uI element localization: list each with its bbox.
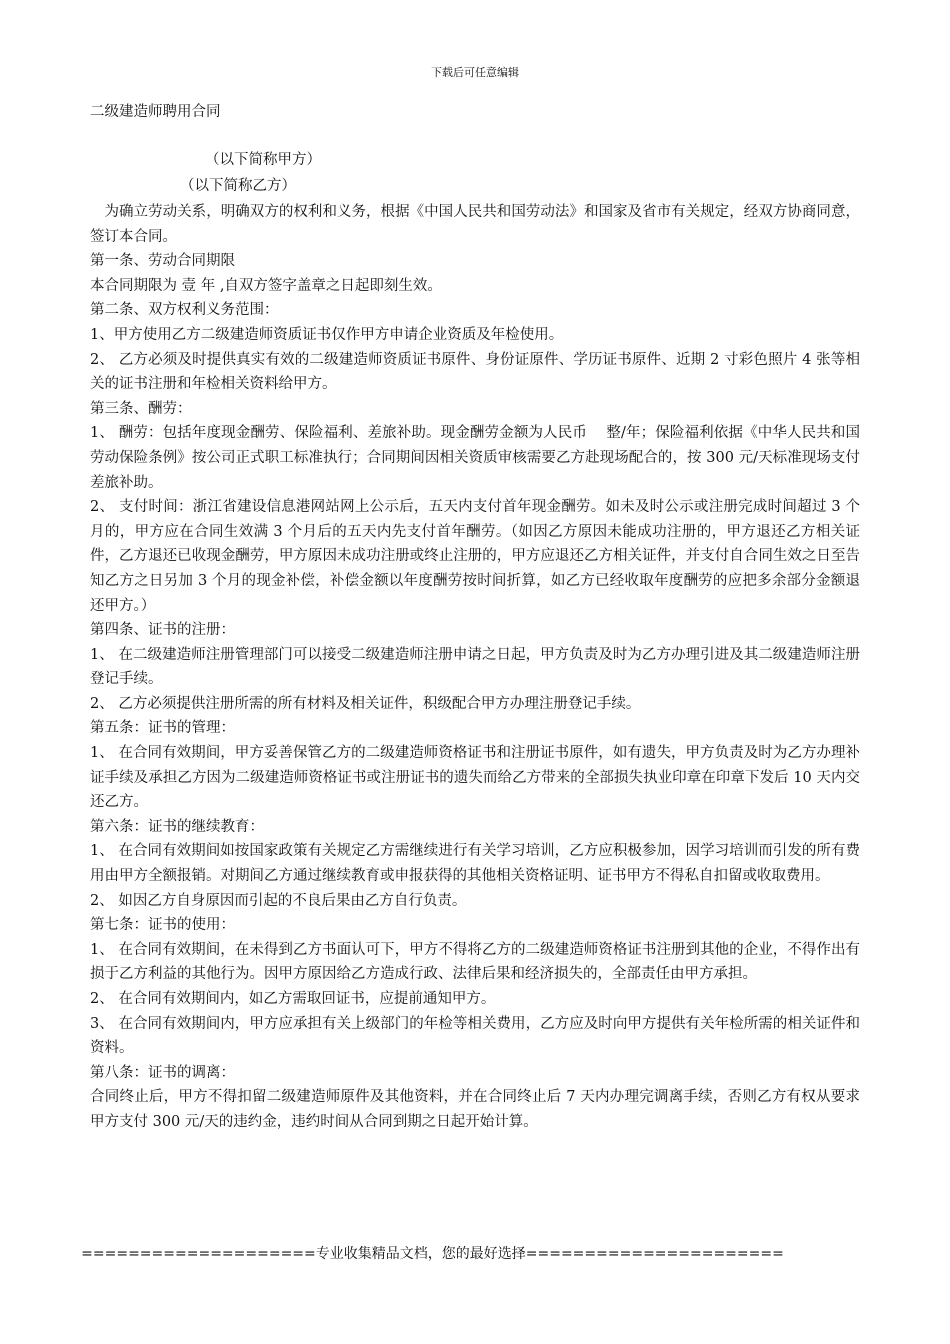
clause-paragraph: 1、 在合同有效期间如按国家政策有关规定乙方需继续进行有关学习培训，乙方应积极参加，因学习培训而引发的所有费用由甲方全额报销。对期间乙方通过继续教育或申报获得的其他相关资格证明、证书甲方不得私自扣留或收取费用。 [90,843,860,885]
clause-paragraph: 1、甲方使用乙方二级建造师资质证书仅作甲方申请企业资质及年检使用。 [90,326,564,343]
clause-paragraph: 2、 如因乙方自身原因而引起的不良后果由乙方自行负责。 [90,892,467,909]
clause-paragraph: 第四条、证书的注册： [90,622,235,639]
clause-paragraph: 第二条、双方权利义务范围： [90,302,279,319]
clause-paragraph: 本合同期限为 壹 年 ,自双方签字盖章之日起即刻生效。 [90,277,442,294]
clause-paragraph: 1、 在合同有效期间，在未得到乙方书面认可下，甲方不得将乙方的二级建造师资格证书注册到其他的企业，不得作出有损于乙方利益的其他行为。因甲方原因给乙方造成行政、法律后果和经济损失的，全部责任由甲方承担。 [90,941,860,983]
clause-paragraph: 第三条、酬劳： [90,400,192,417]
page-header-note: 下载后可任意编辑 [431,66,519,79]
clause-paragraph: 2、 乙方必须及时提供真实有效的二级建造师资质证书原件、身份证原件、学历证书原件、近期 2 寸彩色照片 4 张等相关的证书注册和年检相关资料给甲方。 [90,351,860,393]
clause-paragraph: 1、 在合同有效期间，甲方妥善保管乙方的二级建造师资格证书和注册证书原件，如有遗失，甲方负责及时为乙方办理补证手续及承担乙方因为二级建造师资格证书或注册证书的遗失而给乙方带来的全部损失执业印章在印章下发后 10 天内交还乙方。 [90,745,860,811]
party-a-line: （以下简称甲方） [205,152,321,168]
clause-paragraph: 3、 在合同有效期间内，甲方应承担有关上级部门的年检等相关费用，乙方应及时向甲方提供有关年检所需的相关证件和资料。 [90,1015,860,1057]
clause-paragraph: 1、 在二级建造师注册管理部门可以接受二级建造师注册申请之日起，甲方负责及时为乙方办理引进及其二级建造师注册登记手续。 [90,646,860,688]
clause-paragraph: 2、 支付时间：浙江省建设信息港网站网上公示后，五天内支付首年现金酬劳。如未及时公示或注册完成时间超过 3 个月的，甲方应在合同生效满 3 个月后的五天内先支付首年酬劳。（如因乙方原因未能成功注册的，甲方退还乙方相关证件，乙方退还已收现金酬劳，甲方原因未成功注册或终止注册的，甲方应退还乙方相关证件，并支付自合同生效之日至告知乙方之日另加 3 个月的现金补偿，补偿金额以年度酬劳按时间折算，如乙方已经收取年度酬劳的应把多余部分金额退还甲方。） [90,499,860,614]
intro-paragraph: 为确立劳动关系，明确双方的权利和义务，根据《中国人民共和国劳动法》和国家及省市有关规定，经双方协商同意，签订本合同。 [90,204,860,245]
clause-paragraph: 第五条：证书的管理： [90,720,235,737]
page-footer-banner: ====================专业收集精品文档，您的最好选择====================== [81,1246,784,1262]
clause-paragraph: 2、 在合同有效期间内，如乙方需取回证书，应提前通知甲方。 [90,991,496,1007]
clause-paragraph: 第八条：证书的调离： [90,1064,235,1081]
party-b-line: （以下简称乙方） [180,178,296,194]
document-title: 二级建造师聘用合同 [90,104,221,120]
clause-paragraph: 第一条、劳动合同期限 [90,253,235,270]
contract-body [90,200,860,1135]
clause-paragraph: 第七条：证书的使用： [90,917,235,934]
clause-paragraph: 第六条：证书的继续教育： [90,818,264,835]
clause-paragraph: 合同终止后，甲方不得扣留二级建造师原件及其他资料，并在合同终止后 7 天内办理完调离手续，否则乙方有权从要求甲方支付 300 元/天的违约金，违约时间从合同到期之日起开始计算。 [90,1089,860,1130]
clause-paragraph: 1、 酬劳：包括年度现金酬劳、保险福利、差旅补助。现金酬劳金额为人民币 整/年；保险福利依据《中华人民共和国劳动保险条例》按公司正式职工标准执行；合同期间因相关资质审核需要乙方赴现场配合的，按 300 元/天标准现场支付差旅补助。 [90,425,860,491]
clause-paragraph: 2、 乙方必须提供注册所需的所有材料及相关证件，积级配合甲方办理注册登记手续。 [90,695,641,712]
